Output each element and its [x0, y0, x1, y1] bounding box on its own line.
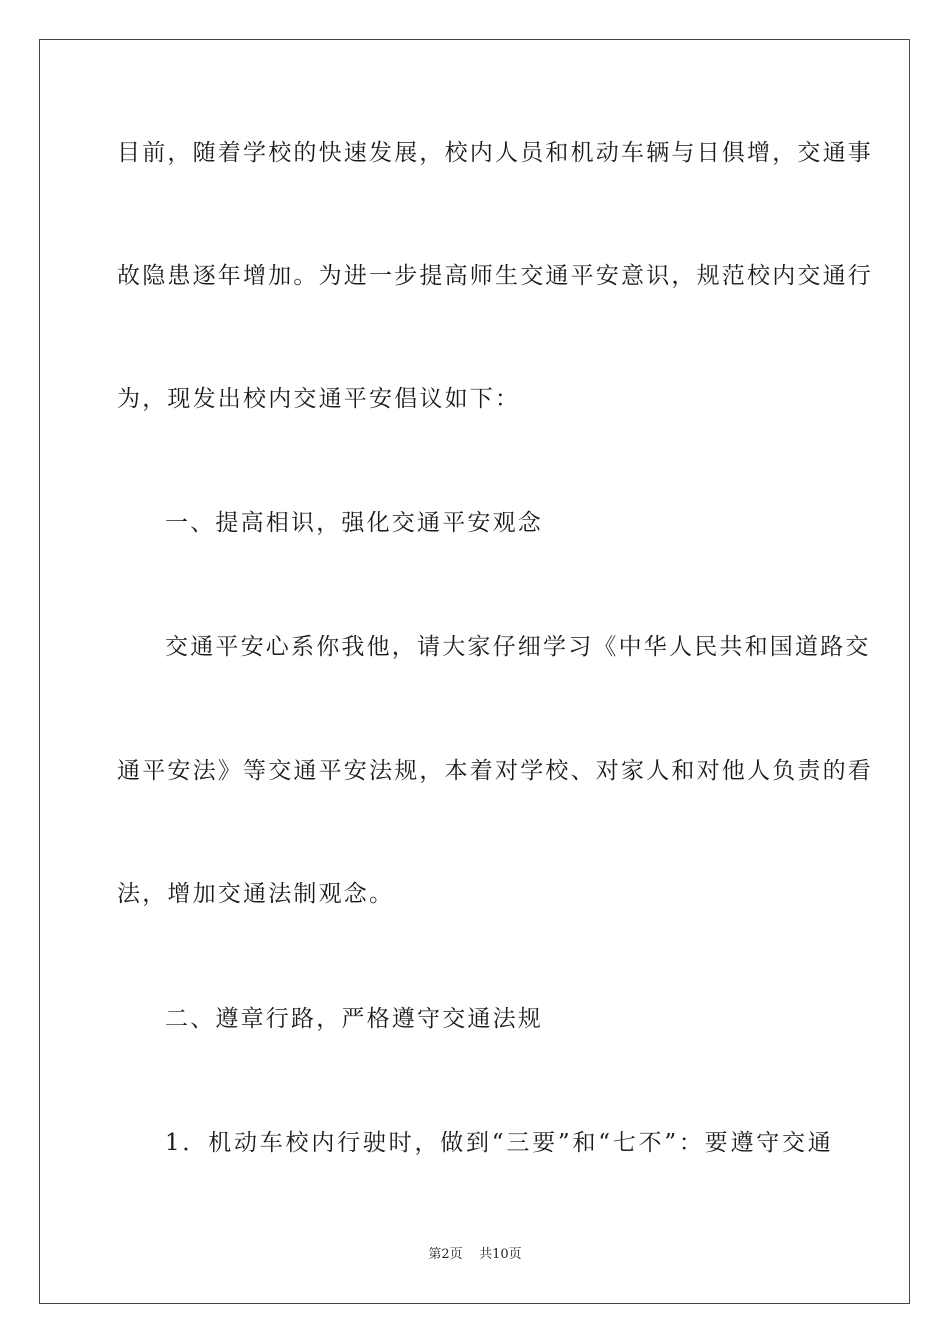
- paragraph-line-6: 法，增加交通法制观念。: [117, 881, 395, 907]
- page-border: [39, 39, 910, 1304]
- paragraph-line-2: 故隐患逐年增加。为进一步提高师生交通平安意识，规范校内交通行: [117, 263, 873, 289]
- list-item-1: 1．机动车校内行驶时，做到“三要”和“七不”：要遵守交通: [165, 1130, 833, 1156]
- paragraph-line-5: 通平安法》等交通平安法规，本着对学校、对家人和对他人负责的看: [117, 758, 873, 784]
- section-heading-2: 二、遵章行路，严格遵守交通法规: [165, 1006, 543, 1032]
- page-footer: [0, 1246, 950, 1264]
- page-total: 共10页: [479, 1247, 522, 1262]
- paragraph-line-3: 为，现发出校内交通平安倡议如下：: [117, 386, 521, 412]
- paragraph-line-4: 交通平安心系你我他，请大家仔细学习《中华人民共和国道路交: [165, 634, 871, 660]
- section-heading-1: 一、提高相识，强化交通平安观念: [165, 510, 543, 536]
- paragraph-line-1: 目前，随着学校的快速发展，校内人员和机动车辆与日俱增，交通事: [117, 140, 873, 166]
- page-number: 第2页: [428, 1247, 463, 1262]
